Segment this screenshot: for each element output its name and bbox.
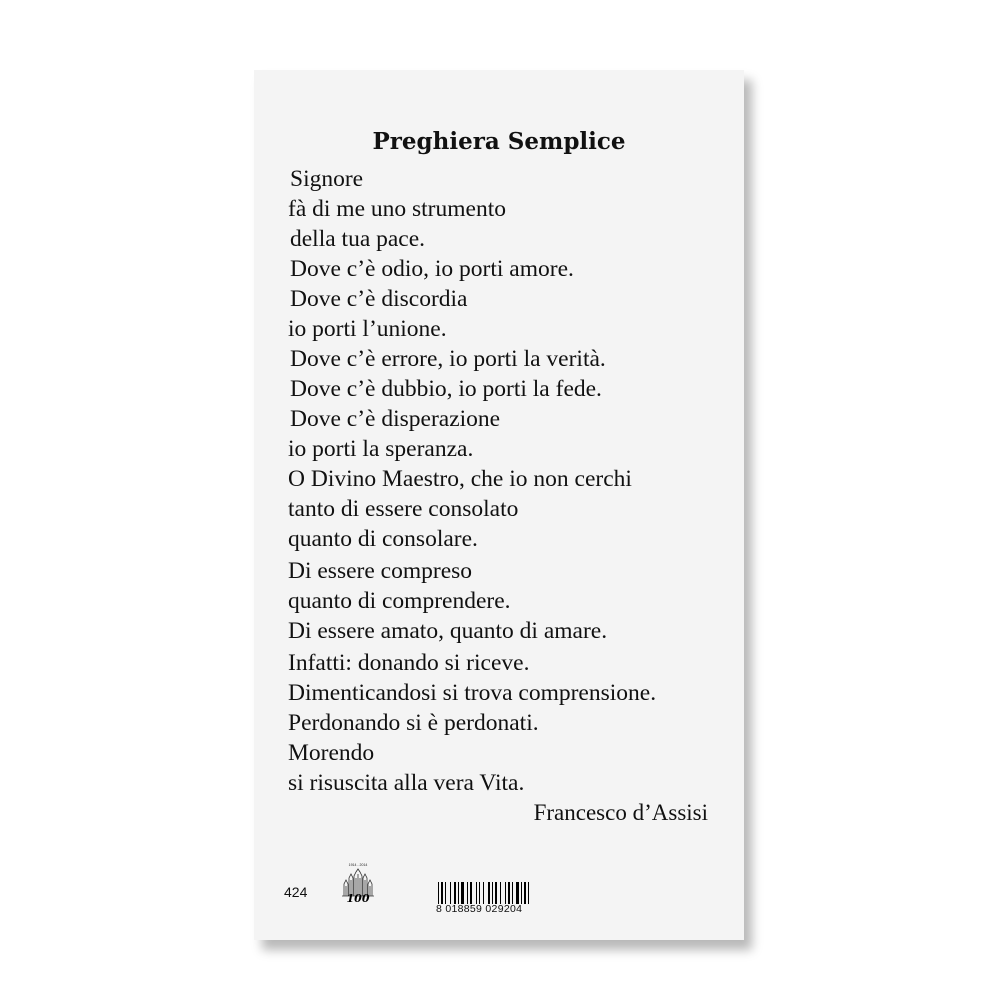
barcode-bar — [467, 882, 468, 904]
prayer-line: Di essere amato, quanto di amare. — [288, 618, 608, 644]
prayer-line: si risuscita alla vera Vita. — [288, 770, 525, 796]
prayer-line: io porti la speranza. — [288, 436, 474, 462]
prayer-line: Dimenticandosi si trova comprensione. — [288, 680, 657, 706]
barcode-bar — [438, 882, 439, 904]
barcode-bar — [495, 882, 497, 904]
prayer-line: Morendo — [288, 740, 375, 766]
prayer-line: fà di me uno strumento — [288, 196, 506, 222]
prayer-line: tanto di essere consolato — [288, 496, 519, 522]
barcode-bar — [528, 882, 529, 904]
barcode-icon — [436, 882, 554, 914]
prayer-line: della tua pace. — [290, 226, 426, 252]
barcode-bar — [470, 882, 472, 904]
prayer-line: O Divino Maestro, che io non cerchi — [288, 466, 632, 492]
barcode-bar — [516, 882, 519, 904]
barcode-bar — [500, 882, 501, 904]
prayer-title: Preghiera Semplice — [372, 128, 626, 155]
prayer-line: Dove c’è discordia — [290, 286, 468, 312]
prayer-line: Infatti: donando si riceve. — [288, 650, 530, 676]
barcode-bar — [508, 882, 510, 904]
barcode-bar — [445, 882, 446, 904]
barcode-bar — [483, 882, 484, 904]
prayer-line: Perdonando si è perdonati. — [288, 710, 539, 736]
barcode-bar — [521, 882, 522, 904]
prayer-line: Di essere compreso — [288, 558, 473, 584]
logo-number: 100 — [346, 892, 370, 904]
barcode-bar — [461, 882, 464, 904]
prayer-line: quanto di consolare. — [288, 526, 478, 552]
barcode-bar — [458, 882, 459, 904]
barcode-bar — [524, 882, 526, 904]
barcode-bar — [454, 882, 456, 904]
prayer-line: Signore — [290, 166, 364, 192]
barcode-bar — [479, 882, 480, 904]
prayer-line: Dove c’è disperazione — [290, 406, 501, 432]
prayer-line: quanto di comprendere. — [288, 588, 511, 614]
prayer-line: io porti l’unione. — [288, 316, 447, 342]
prayer-line: Dove c’è errore, io porti la verità. — [290, 346, 606, 372]
barcode-bar — [441, 882, 443, 904]
barcode-bar — [505, 882, 506, 904]
anniversary-100-logo-icon — [338, 862, 378, 904]
prayer-line: Dove c’è dubbio, io porti la fede. — [290, 376, 602, 402]
prayer-line: Dove c’è odio, io porti amore. — [290, 256, 574, 282]
prayer-card — [254, 70, 744, 940]
item-code: 424 — [284, 884, 308, 900]
barcode-digits: 8 018859 029204 — [436, 903, 523, 915]
logo-years: 1914 - 2014 — [348, 863, 368, 867]
barcode-bar — [492, 882, 493, 904]
barcode-bar — [512, 882, 513, 904]
barcode-bar — [450, 882, 451, 904]
barcode-bar — [476, 882, 477, 904]
prayer-author: Francesco d’Assisi — [533, 800, 708, 825]
barcode-bar — [488, 882, 490, 904]
